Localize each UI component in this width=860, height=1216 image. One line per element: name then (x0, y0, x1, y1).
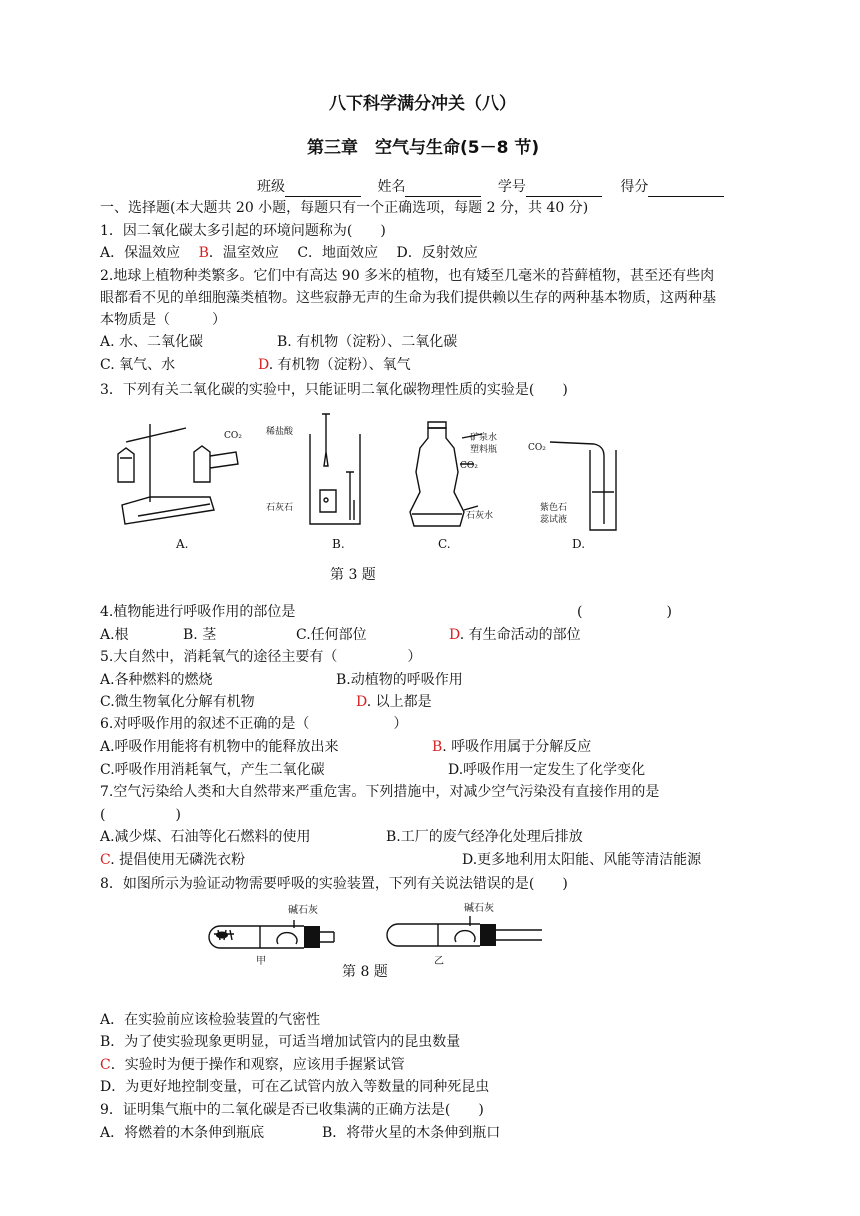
q6-option-d: D.呼吸作用一定发生了化学变化 (448, 762, 646, 778)
q4-option-a: A.根 (100, 627, 129, 643)
q1-stem: 1．因二氧化碳太多引起的环境问题称为( ) (100, 223, 386, 239)
q8-tube-jia-label: 甲 (256, 956, 266, 967)
class-blank[interactable] (285, 182, 361, 197)
q1-option-c: C．地面效应 (297, 245, 379, 261)
q8-stem: 8．如图所示为验证动物需要呼吸的实验装置，下列有关说法错误的是( ) (100, 876, 568, 892)
q6-stem: 6.对呼吸作用的叙述不正确的是（ ） (100, 716, 408, 732)
number-blank[interactable] (526, 182, 602, 197)
q4-option-c: C.任何部位 (296, 627, 367, 643)
q3-limewater-label: 石灰水 (466, 511, 494, 521)
q8-option-a: A．在实验前应该检验装置的气密性 (100, 1012, 321, 1028)
q8-option-b: B．为了使实验现象更明显，可适当增加试管内的昆虫数量 (100, 1034, 461, 1050)
q8-option-c: ．实验时为便于操作和观察，应该用手握紧试管 (110, 1057, 405, 1073)
q4-option-d: . 有生命活动的部位 (459, 627, 581, 643)
q7-option-d: D.更多地利用太阳能、风能等清洁能源 (462, 852, 702, 868)
q8-soda-lime-label-2: 碱石灰 (464, 903, 494, 914)
q3-acid-label: 稀盐酸 (266, 427, 294, 437)
page-title: 八下科学满分冲关（八） (329, 94, 516, 114)
score-blank[interactable] (648, 182, 724, 197)
class-label: 班级 (257, 179, 285, 195)
q8-soda-lime-label-1: 碱石灰 (288, 905, 318, 916)
q3-fig-label-d: D. (572, 537, 586, 551)
number-label: 学号 (497, 179, 526, 195)
info-line (257, 177, 724, 197)
q3-fig-label-a: A. (176, 537, 189, 551)
score-label: 得分 (620, 179, 649, 195)
q7-answer-c: C (100, 852, 111, 868)
q5-option-c: C.微生物氧化分解有机物 (100, 694, 255, 710)
q2-answer-d: D (258, 357, 269, 373)
q5-option-d: . 以上都是 (366, 694, 432, 710)
q8-figure (198, 898, 550, 968)
q6-option-c: C.呼吸作用消耗氧气，产生二氧化碳 (100, 762, 325, 778)
page-subtitle: 第三章 空气与生命(5－8 节) (307, 138, 540, 158)
q3-fig-label-c: C. (438, 537, 451, 551)
q3-co2-label-a: CO₂ (224, 431, 242, 441)
q1-option-b: ．温室效应 (208, 245, 279, 261)
q5-answer-d: D (356, 694, 367, 710)
q2-option-c: C. 氧气、水 (100, 357, 176, 373)
q2-option-b: B. 有机物（淀粉）、二氧化碳 (277, 334, 458, 350)
q3-litmus-label-2: 蕊试液 (540, 515, 568, 525)
q9-option-b: B．将带火星的木条伸到瓶口 (322, 1125, 501, 1141)
q8-caption: 第 8 题 (342, 964, 388, 980)
q3-bottle-label-2: 塑料瓶 (470, 445, 498, 455)
q3-limestone-label: 石灰石 (266, 503, 294, 513)
name-label: 姓名 (377, 179, 406, 195)
q5-option-a: A.各种燃料的燃烧 (100, 672, 213, 688)
q7-stem-1: 7.空气污染给人类和大自然带来严重危害。下列措施中，对减少空气污染没有直接作用的是 (100, 784, 660, 800)
q7-option-a: A.减少煤、石油等化石燃料的使用 (100, 829, 311, 845)
q8-answer-c: C (100, 1057, 111, 1073)
q1-option-a: A．保温效应 (100, 245, 181, 261)
q5-option-b: B.动植物的呼吸作用 (336, 672, 463, 688)
q4-option-b: B. 茎 (183, 627, 217, 643)
q6-answer-b: B (432, 739, 443, 755)
q3-co2-label-d: CO₂ (528, 443, 546, 453)
q1-options (100, 243, 478, 263)
q3-caption: 第 3 题 (330, 567, 376, 583)
q6-option-a: A.呼吸作用能将有机物中的能释放出来 (100, 739, 339, 755)
q4-stem: 4.植物能进行呼吸作用的部位是 (100, 604, 296, 620)
q4-answer-d: D (449, 627, 460, 643)
q7-option-b: B.工厂的废气经净化处理后排放 (386, 829, 583, 845)
q2-stem-1: 2.地球上植物种类繁多。它们中有高达 90 多米的植物，也有矮至几毫米的苔藓植物，甚至还有些肉 (100, 268, 715, 284)
q9-stem: 9．证明集气瓶中的二氧化碳是否已收集满的正确方法是( ) (100, 1102, 484, 1118)
q2-stem-3: 本物质是（ ） (100, 312, 226, 328)
q3-figure (110, 412, 630, 562)
q8-tube-yi-label: 乙 (434, 956, 444, 967)
q2-option-d: . 有机物（淀粉）、氧气 (268, 357, 411, 373)
q5-stem: 5.大自然中，消耗氧气的途径主要有（ ） (100, 649, 422, 665)
q4-paren: ( ) (577, 604, 672, 620)
section-heading: 一、选择题(本大题共 20 小题，每题只有一个正确选项，每题 2 分，共 40 分) (100, 200, 589, 216)
q3-stem: 3．下列有关二氧化碳的实验中，只能证明二氧化碳物理性质的实验是( ) (100, 382, 568, 398)
q6-option-b: . 呼吸作用属于分解反应 (442, 739, 592, 755)
q3-litmus-label-1: 紫色石 (540, 503, 568, 513)
name-blank[interactable] (405, 182, 481, 197)
q8-option-d: D．为更好地控制变量，可在乙试管内放入等数量的同种死昆虫 (100, 1079, 490, 1095)
q1-answer-b: B (198, 245, 209, 261)
q3-co2-label-c: CO₂ (460, 461, 478, 471)
q3-fig-label-b: B. (332, 537, 345, 551)
q3-bottle-label-1: 矿泉水 (470, 433, 498, 443)
q9-option-a: A．将燃着的木条伸到瓶底 (100, 1125, 265, 1141)
q2-option-a: A. 水、二氧化碳 (100, 334, 204, 350)
q1-option-d: D．反射效应 (396, 245, 478, 261)
q7-option-c: . 提倡使用无磷洗衣粉 (110, 852, 246, 868)
q2-stem-2: 眼都看不见的单细胞藻类植物。这些寂静无声的生命为我们提供赖以生存的两种基本物质，这两种基 (100, 290, 716, 306)
q7-stem-2: ( ) (100, 807, 181, 823)
